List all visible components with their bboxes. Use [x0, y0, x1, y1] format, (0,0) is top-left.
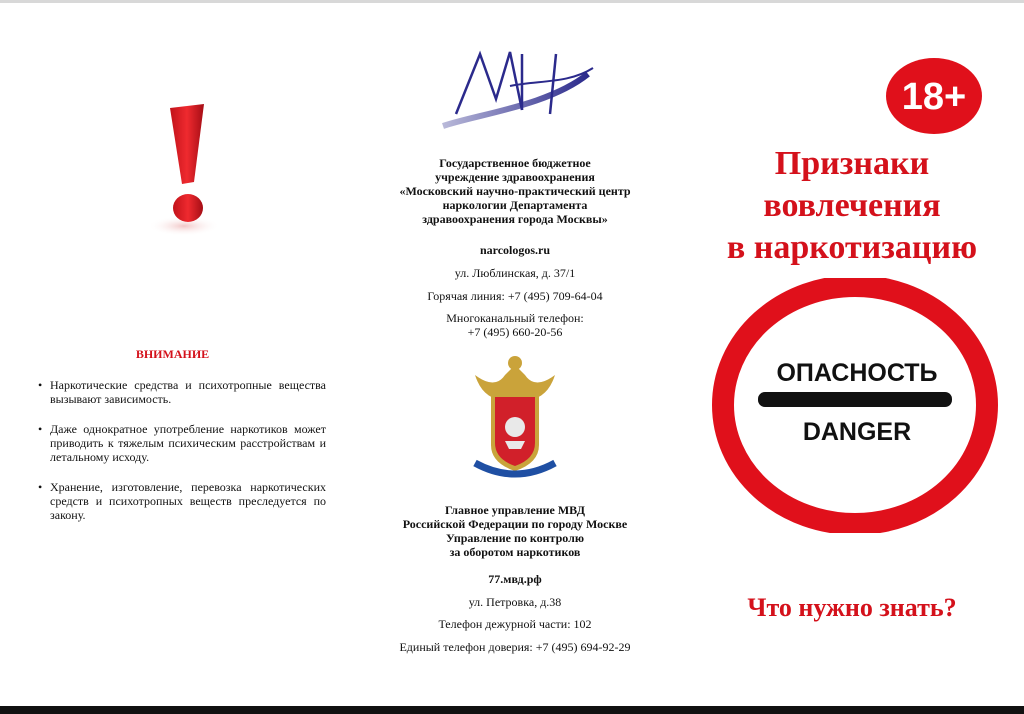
list-item-text: Наркотические средства и психотропные вещества вызывают зависимость.	[50, 378, 326, 406]
org2-duty-phone: Телефон дежурной части: 102	[438, 617, 592, 631]
org2-address: ул. Петровка, д.38	[468, 595, 562, 609]
left-panel	[0, 0, 345, 706]
org2-line: Управление по контролю	[446, 531, 584, 545]
org1-hotline: Горячая линия: +7 (495) 709-64-04	[427, 289, 603, 303]
org2-line: Российской Федерации по городу Москве	[402, 517, 628, 531]
exclamation-icon	[148, 100, 228, 240]
danger-sign-text-ru: ОПАСНОСТЬ	[776, 359, 938, 387]
what-to-know-heading: Что нужно знать?	[747, 593, 957, 622]
list-item	[38, 480, 326, 522]
org2-name	[360, 503, 670, 559]
org1-multiline-label: Многоканальный телефон:	[446, 311, 584, 325]
bullet-icon: •	[38, 378, 43, 392]
org2-line: Главное управление МВД	[445, 503, 585, 517]
mvd-emblem-icon	[465, 345, 565, 485]
org1-multiline-phone: +7 (495) 660-20-56	[467, 325, 563, 339]
warning-list	[38, 378, 326, 538]
org2-trust-phone: Единый телефон доверия: +7 (495) 694-92-29	[399, 640, 631, 654]
title-line: в наркотизацию	[726, 229, 978, 266]
org1-line: наркологии Департамента	[442, 198, 588, 212]
org1-website[interactable]: narcologos.ru	[479, 243, 551, 257]
danger-sign-text-en: DANGER	[802, 418, 912, 446]
narcology-center-logo	[438, 44, 598, 134]
danger-sign-icon	[710, 278, 1000, 533]
org1-line: здравоохранения города Москвы»	[422, 212, 608, 226]
title-line: вовлечения	[763, 187, 941, 224]
org1-address: ул. Люблинская, д. 37/1	[454, 266, 576, 280]
list-item	[38, 422, 326, 464]
org2-line: за оборотом наркотиков	[449, 545, 581, 559]
age-badge-text: 18+	[901, 76, 967, 118]
list-item-text: Даже однократное употребление наркотиков может приводить к тяжелым психическим расстройствам и летальному исходу.	[50, 422, 326, 464]
bullet-icon: •	[38, 422, 43, 436]
list-item-text: Хранение, изготовление, перевозка наркотических средств и психотропных веществ преследуется по закону.	[50, 480, 326, 522]
age-18-badge	[885, 57, 983, 135]
right-panel	[680, 0, 1024, 706]
list-item	[38, 378, 326, 406]
page-bottom-border	[0, 706, 1024, 714]
org1-line: учреждение здравоохранения	[435, 170, 595, 184]
middle-panel	[360, 0, 670, 706]
bullet-icon: •	[38, 480, 43, 494]
title-line: Признаки	[774, 145, 930, 182]
org1-line: Государственное бюджетное	[439, 156, 591, 170]
attention-heading: ВНИМАНИЕ	[135, 347, 210, 361]
org2-website[interactable]: 77.мвд.рф	[488, 572, 542, 586]
org1-line: «Московский научно-практический центр	[399, 184, 631, 198]
brochure-title	[680, 143, 1024, 269]
org1-name	[360, 156, 670, 226]
